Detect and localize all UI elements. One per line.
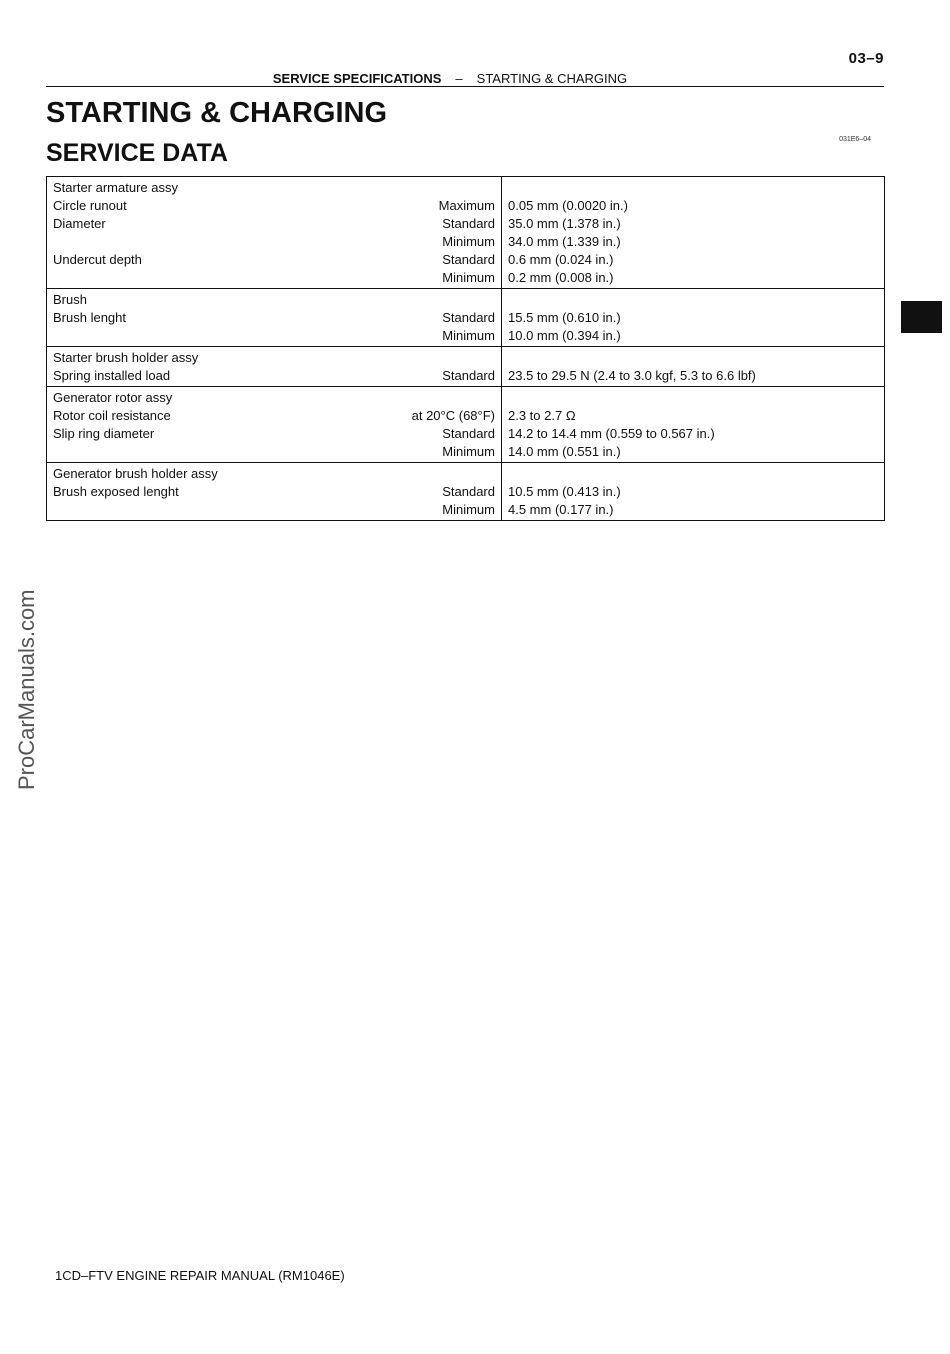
spec-value-cell <box>502 387 885 408</box>
doc-code: 031E6–04 <box>839 136 871 143</box>
spec-item-cell: Diameter <box>47 215 280 233</box>
spec-item-cell: Rotor coil resistance <box>47 407 280 425</box>
table-row <box>47 501 885 521</box>
spec-condition-cell: Standard <box>279 309 502 327</box>
table-row <box>47 251 885 269</box>
spec-value-cell <box>502 177 885 198</box>
table-row <box>47 309 885 327</box>
spec-item-cell: Brush lenght <box>47 309 280 327</box>
spec-item-cell <box>47 269 280 289</box>
spec-value-cell: 35.0 mm (1.378 in.) <box>502 215 885 233</box>
spec-value-cell: 34.0 mm (1.339 in.) <box>502 233 885 251</box>
table-row <box>47 483 885 501</box>
table-row <box>47 367 885 387</box>
table-row <box>47 269 885 289</box>
spec-condition-cell: Minimum <box>279 327 502 347</box>
spec-value-cell: 4.5 mm (0.177 in.) <box>502 501 885 521</box>
page-number: 03–9 <box>848 50 884 67</box>
spec-item-cell: Starter brush holder assy <box>47 347 280 368</box>
spec-condition-cell: Minimum <box>279 233 502 251</box>
spec-value-cell: 10.0 mm (0.394 in.) <box>502 327 885 347</box>
table-row <box>47 233 885 251</box>
table-row <box>47 407 885 425</box>
spec-item-cell <box>47 233 280 251</box>
spec-condition-cell <box>279 177 502 198</box>
spec-value-cell: 14.0 mm (0.551 in.) <box>502 443 885 463</box>
spec-value-cell: 15.5 mm (0.610 in.) <box>502 309 885 327</box>
table-row <box>47 327 885 347</box>
spec-condition-cell: Minimum <box>279 269 502 289</box>
spec-value-cell: 0.05 mm (0.0020 in.) <box>502 197 885 215</box>
table-row <box>47 215 885 233</box>
spec-item-cell: Brush <box>47 289 280 310</box>
spec-condition-cell: Standard <box>279 425 502 443</box>
spec-condition-cell: Standard <box>279 367 502 387</box>
page-title: STARTING & CHARGING <box>46 97 388 129</box>
spec-condition-cell: Standard <box>279 483 502 501</box>
header-rule <box>46 86 884 87</box>
table-row <box>47 443 885 463</box>
spec-item-cell: Brush exposed lenght <box>47 483 280 501</box>
spec-item-cell: Slip ring diameter <box>47 425 280 443</box>
spec-item-cell <box>47 501 280 521</box>
table-row <box>47 347 885 368</box>
spec-condition-cell: Minimum <box>279 501 502 521</box>
table-row <box>47 197 885 215</box>
table-row <box>47 289 885 310</box>
spec-item-cell: Spring installed load <box>47 367 280 387</box>
running-header-topic: STARTING & CHARGING <box>476 71 628 86</box>
service-data-table-body <box>47 177 885 521</box>
section-tab-marker <box>901 301 942 333</box>
spec-condition-cell <box>279 463 502 484</box>
spec-item-cell: Starter armature assy <box>47 177 280 198</box>
table-row <box>47 387 885 408</box>
spec-value-cell: 2.3 to 2.7 Ω <box>502 407 885 425</box>
spec-value-cell <box>502 347 885 368</box>
spec-condition-cell: Standard <box>279 251 502 269</box>
spec-condition-cell <box>279 289 502 310</box>
table-row <box>47 177 885 198</box>
running-header-section: SERVICE SPECIFICATIONS <box>272 71 442 86</box>
spec-item-cell: Generator brush holder assy <box>47 463 280 484</box>
spec-item-cell: Undercut depth <box>47 251 280 269</box>
spec-value-cell <box>502 289 885 310</box>
spec-item-cell <box>47 443 280 463</box>
spec-value-cell: 10.5 mm (0.413 in.) <box>502 483 885 501</box>
spec-value-cell: 23.5 to 29.5 N (2.4 to 3.0 kgf, 5.3 to 6.6 lbf) <box>502 367 885 387</box>
spec-condition-cell <box>279 387 502 408</box>
spec-condition-cell: Standard <box>279 215 502 233</box>
spec-condition-cell: at 20°C (68°F) <box>279 407 502 425</box>
spec-item-cell <box>47 327 280 347</box>
table-row <box>47 463 885 484</box>
spec-item-cell: Generator rotor assy <box>47 387 280 408</box>
watermark: ProCarManuals.com <box>14 589 39 790</box>
running-header <box>0 71 900 86</box>
spec-condition-cell: Maximum <box>279 197 502 215</box>
spec-condition-cell: Minimum <box>279 443 502 463</box>
spec-value-cell: 14.2 to 14.4 mm (0.559 to 0.567 in.) <box>502 425 885 443</box>
spec-item-cell: Circle runout <box>47 197 280 215</box>
section-title: SERVICE DATA <box>46 139 228 167</box>
spec-value-cell: 0.2 mm (0.008 in.) <box>502 269 885 289</box>
footer: 1CD–FTV ENGINE REPAIR MANUAL (RM1046E) <box>55 1268 345 1283</box>
table-row <box>47 425 885 443</box>
service-data-table <box>46 176 885 521</box>
spec-condition-cell <box>279 347 502 368</box>
spec-value-cell: 0.6 mm (0.024 in.) <box>502 251 885 269</box>
running-header-separator: – <box>455 71 463 86</box>
spec-value-cell <box>502 463 885 484</box>
